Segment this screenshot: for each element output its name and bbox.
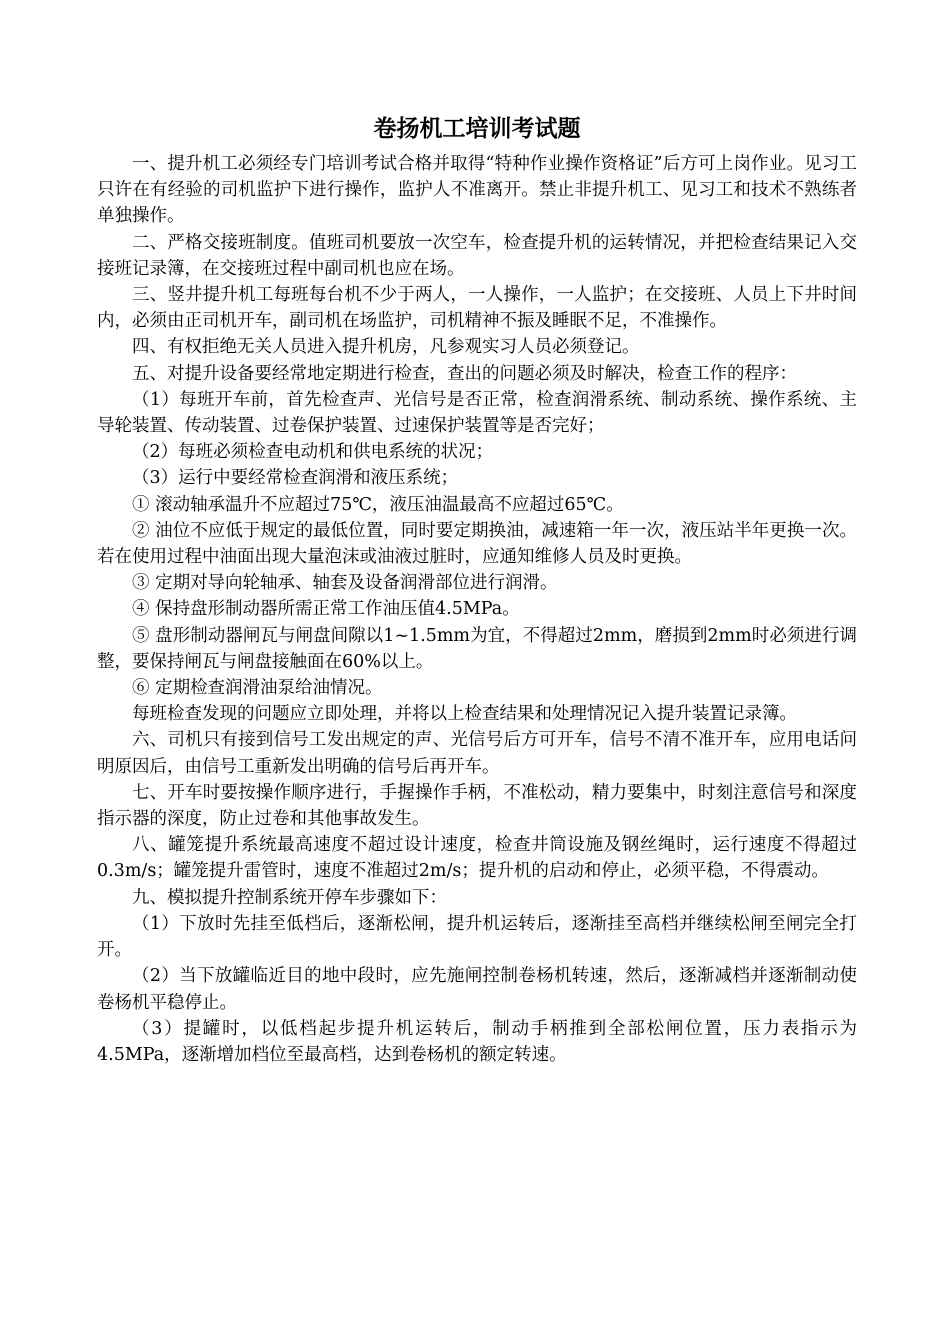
paragraph: 四、有权拒绝无关人员进入提升机房，凡参观实习人员必须登记。 — [132, 337, 640, 358]
paragraph: 六、司机只有接到信号工发出规定的声、光信号后方可开车，信号不清不准开车，应用电话问明原因后，由信号工重新发出明确的信号后再开车。 — [97, 730, 857, 777]
paragraph: （3）运行中要经常检查润滑和液压系统； — [132, 468, 459, 489]
paragraph: （1）下放时先挂至低档后，逐渐松闸，提升机运转后，逐渐挂至高档并继续松闸至闸完全打开。 — [97, 913, 857, 961]
paragraph: 每班检查发现的问题应立即处理，并将以上检查结果和处理情况记入提升装置记录簿。 — [132, 704, 797, 725]
paragraph: 八、罐笼提升系统最高速度不超过设计速度，检查井筒设施及钢丝绳时，运行速度不得超过0.3m/s；罐笼提升雷管时，速度不准超过2m/s；提升机的启动和停止，必须平稳，不得震动。 — [97, 835, 857, 882]
paragraph: （1）每班开车前，首先检查声、光信号是否正常，检查润滑系统、制动系统、操作系统、主导轮装置、传动装置、过卷保护装置、过速保护装置等是否完好； — [97, 389, 857, 437]
paragraph: （3）提罐时，以低档起步提升机运转后，制动手柄推到全部松闸位置，压力表指示为4.5MPa，逐渐增加档位至最高档，达到卷杨机的额定转速。 — [97, 1018, 857, 1065]
paragraph: ③ 定期对导向轮轴承、轴套及设备润滑部位进行润滑。 — [132, 573, 558, 594]
paragraph: （2）当下放罐临近目的地中段时，应先施闸控制卷杨机转速，然后，逐渐减档并逐渐制动使卷杨机平稳停止。 — [97, 966, 857, 1013]
paragraph: 一、提升机工必须经专门培训考试合格并取得“特种作业操作资格证”后方可上岗作业。见习工只许在有经验的司机监护下进行操作，监护人不准离开。禁止非提升机工、见习工和技术不熟练者单独操作。 — [97, 154, 857, 227]
paragraph: ⑥ 定期检查润滑油泵给油情况。 — [132, 678, 383, 699]
paragraph: ④ 保持盘形制动器所需正常工作油压值4.5MPa。 — [132, 599, 520, 620]
paragraph: ② 油位不应低于规定的最低位置，同时要定期换油，减速箱一年一次，液压站半年更换一次。若在使用过程中油面出现大量泡沫或油液过脏时，应通知维修人员及时更换。 — [97, 520, 857, 568]
paragraph: 三、竖井提升机工每班每台机不少于两人，一人操作，一人监护；在交接班、人员上下井时间内，必须由正司机开车，副司机在场监护，司机精神不振及睡眠不足，不准操作。 — [97, 285, 857, 332]
document-title: 卷扬机工培训考试题 — [373, 115, 581, 142]
paragraph: ⑤ 盘形制动器闸瓦与闸盘间隙以1~1.5mm为宜，不得超过2mm，磨损到2mm时必须进行调整，要保持闸瓦与闸盘接触面在60%以上。 — [97, 625, 857, 672]
paragraph: 九、模拟提升控制系统开停车步骤如下： — [132, 887, 447, 908]
paragraph: 二、严格交接班制度。值班司机要放一次空车，检查提升机的运转情况，并把检查结果记入交接班记录簿，在交接班过程中副司机也应在场。 — [97, 232, 857, 279]
document-page — [97, 112, 857, 1068]
paragraph: ① 滚动轴承温升不应超过75℃，液压油温最高不应超过65℃。 — [132, 494, 624, 515]
document-body — [97, 151, 857, 1068]
paragraph: （2）每班必须检查电动机和供电系统的状况； — [132, 442, 494, 463]
paragraph: 七、开车时要按操作顺序进行，手握操作手柄，不准松动，精力要集中，时刻注意信号和深度指示器的深度，防止过卷和其他事故发生。 — [97, 782, 857, 830]
paragraph: 五、对提升设备要经常地定期进行检查，查出的问题必须及时解决，检查工作的程序： — [132, 363, 797, 384]
